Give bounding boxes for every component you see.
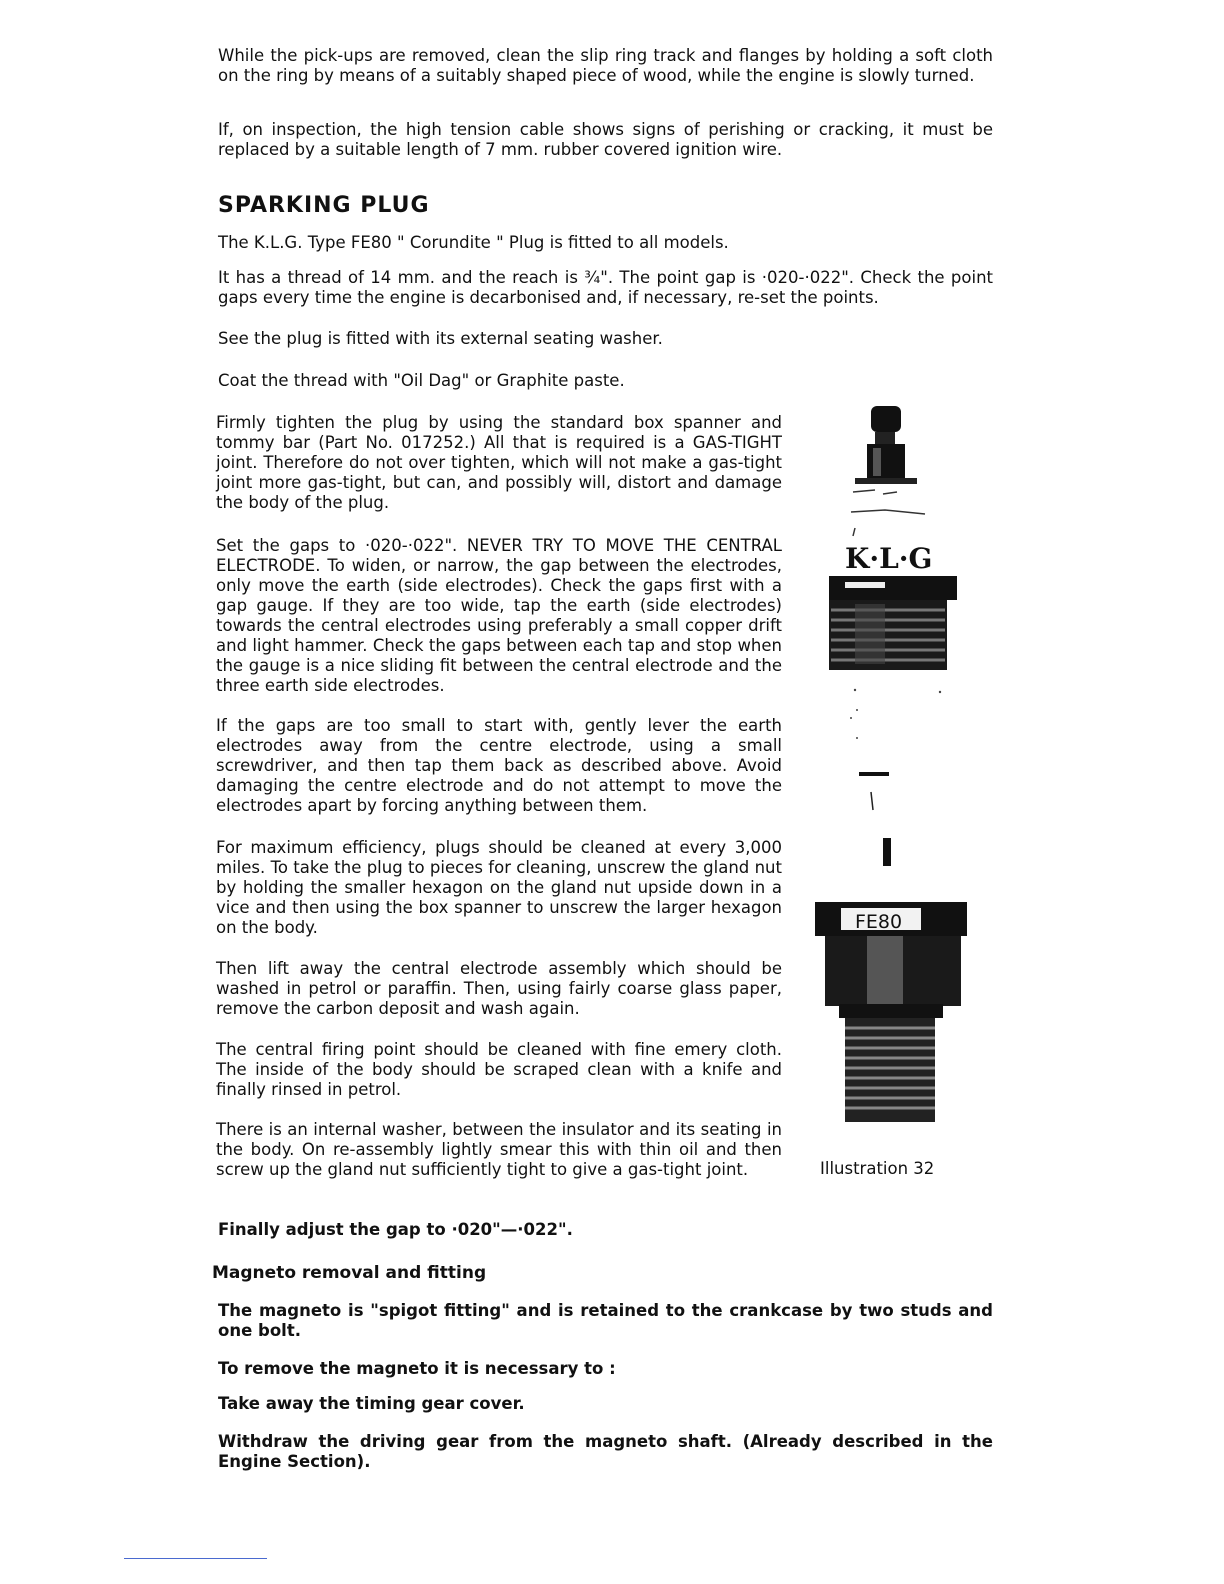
plug-scratches — [851, 490, 925, 536]
paragraph-internal-washer: There is an internal washer, between the insulator and its seating in the body. On re-assembly lightly smear this with thin oil and then screw up the gland nut sufficiently tight to give a gas-tight joint. — [216, 1120, 782, 1179]
paragraph-thread-gap: It has a thread of 14 mm. and the reach is ¾". The point gap is ·020-·022". Check the point gaps every time the engine is decarbonised and, if necessary, re-set the points. — [218, 268, 993, 307]
plug-dots — [850, 689, 941, 739]
illustration-caption: Illustration 32 — [820, 1159, 935, 1178]
paragraph-set-gaps: Set the gaps to ·020-·022". NEVER TRY TO MOVE THE CENTRAL ELECTRODE. To widen, or narrow, the gap between the electrodes, only move the earth (side electrodes). Check the gaps first with a gap gauge. If they are too wide, tap the earth (side electrodes) towards the central electrodes using preferably a small copper drift and light hammer. Check the gaps between each tap and stop when the gauge is a nice sliding fit between the central electrode and the three earth side electrodes. — [216, 536, 782, 695]
paragraph-seating-washer: See the plug is fitted with its external seating washer. — [218, 329, 663, 348]
plug-upper-body — [829, 576, 957, 670]
plug-lower-body — [815, 902, 967, 1122]
bottom-rule — [124, 1558, 267, 1559]
paragraph-electrode-assembly: Then lift away the central electrode assembly which should be washed in petrol or paraffin. Then, using fairly coarse glass paper, remove the carbon deposit and wash again. — [216, 959, 782, 1018]
paragraph-spigot: The magneto is "spigot fitting" and is retained to the crankcase by two studs and one bolt. — [218, 1301, 993, 1340]
electrode-washer — [859, 772, 889, 776]
spark-plug-illustration — [815, 400, 975, 1140]
paragraph-timing-cover: Take away the timing gear cover. — [218, 1394, 525, 1413]
paragraph-remove-magneto: To remove the magneto it is necessary to : — [218, 1359, 616, 1378]
type-label: FE80 — [855, 911, 903, 933]
paragraph-oil-dag: Coat the thread with "Oil Dag" or Graphite paste. — [218, 371, 625, 390]
heading-sparking-plug: SPARKING PLUG — [218, 193, 430, 218]
heading-magneto: Magneto removal and fitting — [212, 1263, 487, 1283]
electrode-wire — [871, 792, 873, 810]
paragraph-adjust-gap: Finally adjust the gap to ·020"—·022". — [218, 1220, 573, 1239]
brand-label: K·L·G — [845, 542, 933, 575]
paragraph-ht-cable: If, on inspection, the high tension cable shows signs of perishing or cracking, it must be replaced by a suitable length of 7 mm. rubber covered ignition wire. — [218, 120, 993, 159]
paragraph-cleaning: For maximum efficiency, plugs should be cleaned at every 3,000 miles. To take the plug to pieces for cleaning, unscrew the gland nut by holding the smaller hexagon on the gland nut upside down in a vice and then using the box spanner to unscrew the larger hexagon on the body. — [216, 838, 782, 937]
paragraph-slip-ring: While the pick-ups are removed, clean the slip ring track and flanges by holding a soft cloth on the ring by means of a suitably shaped piece of wood, while the engine is slowly turned. — [218, 46, 993, 85]
paragraph-small-gaps: If the gaps are too small to start with, gently lever the earth electrodes away from the centre electrode, using a small screwdriver, and then tap them back as described above. Avoid damaging the centre electrode and do not attempt to move the electrodes apart by forcing anything between them. — [216, 716, 782, 815]
central-electrode — [883, 838, 891, 866]
paragraph-tighten: Firmly tighten the plug by using the standard box spanner and tommy bar (Part No. 017252.) All that is required is a GAS-TIGHT joint. Therefore do not over tighten, which will not make a gas-tight joint more gas-tight, but can, and possibly will, distort and damage the body of the plug. — [216, 413, 782, 512]
plug-terminal — [855, 406, 917, 484]
paragraph-plug-type: The K.L.G. Type FE80 " Corundite " Plug is fitted to all models. — [218, 233, 729, 252]
paragraph-driving-gear: Withdraw the driving gear from the magneto shaft. (Already described in the Engine Section). — [218, 1432, 993, 1471]
paragraph-firing-point: The central firing point should be cleaned with fine emery cloth. The inside of the body should be scraped clean with a knife and finally rinsed in petrol. — [216, 1040, 782, 1099]
